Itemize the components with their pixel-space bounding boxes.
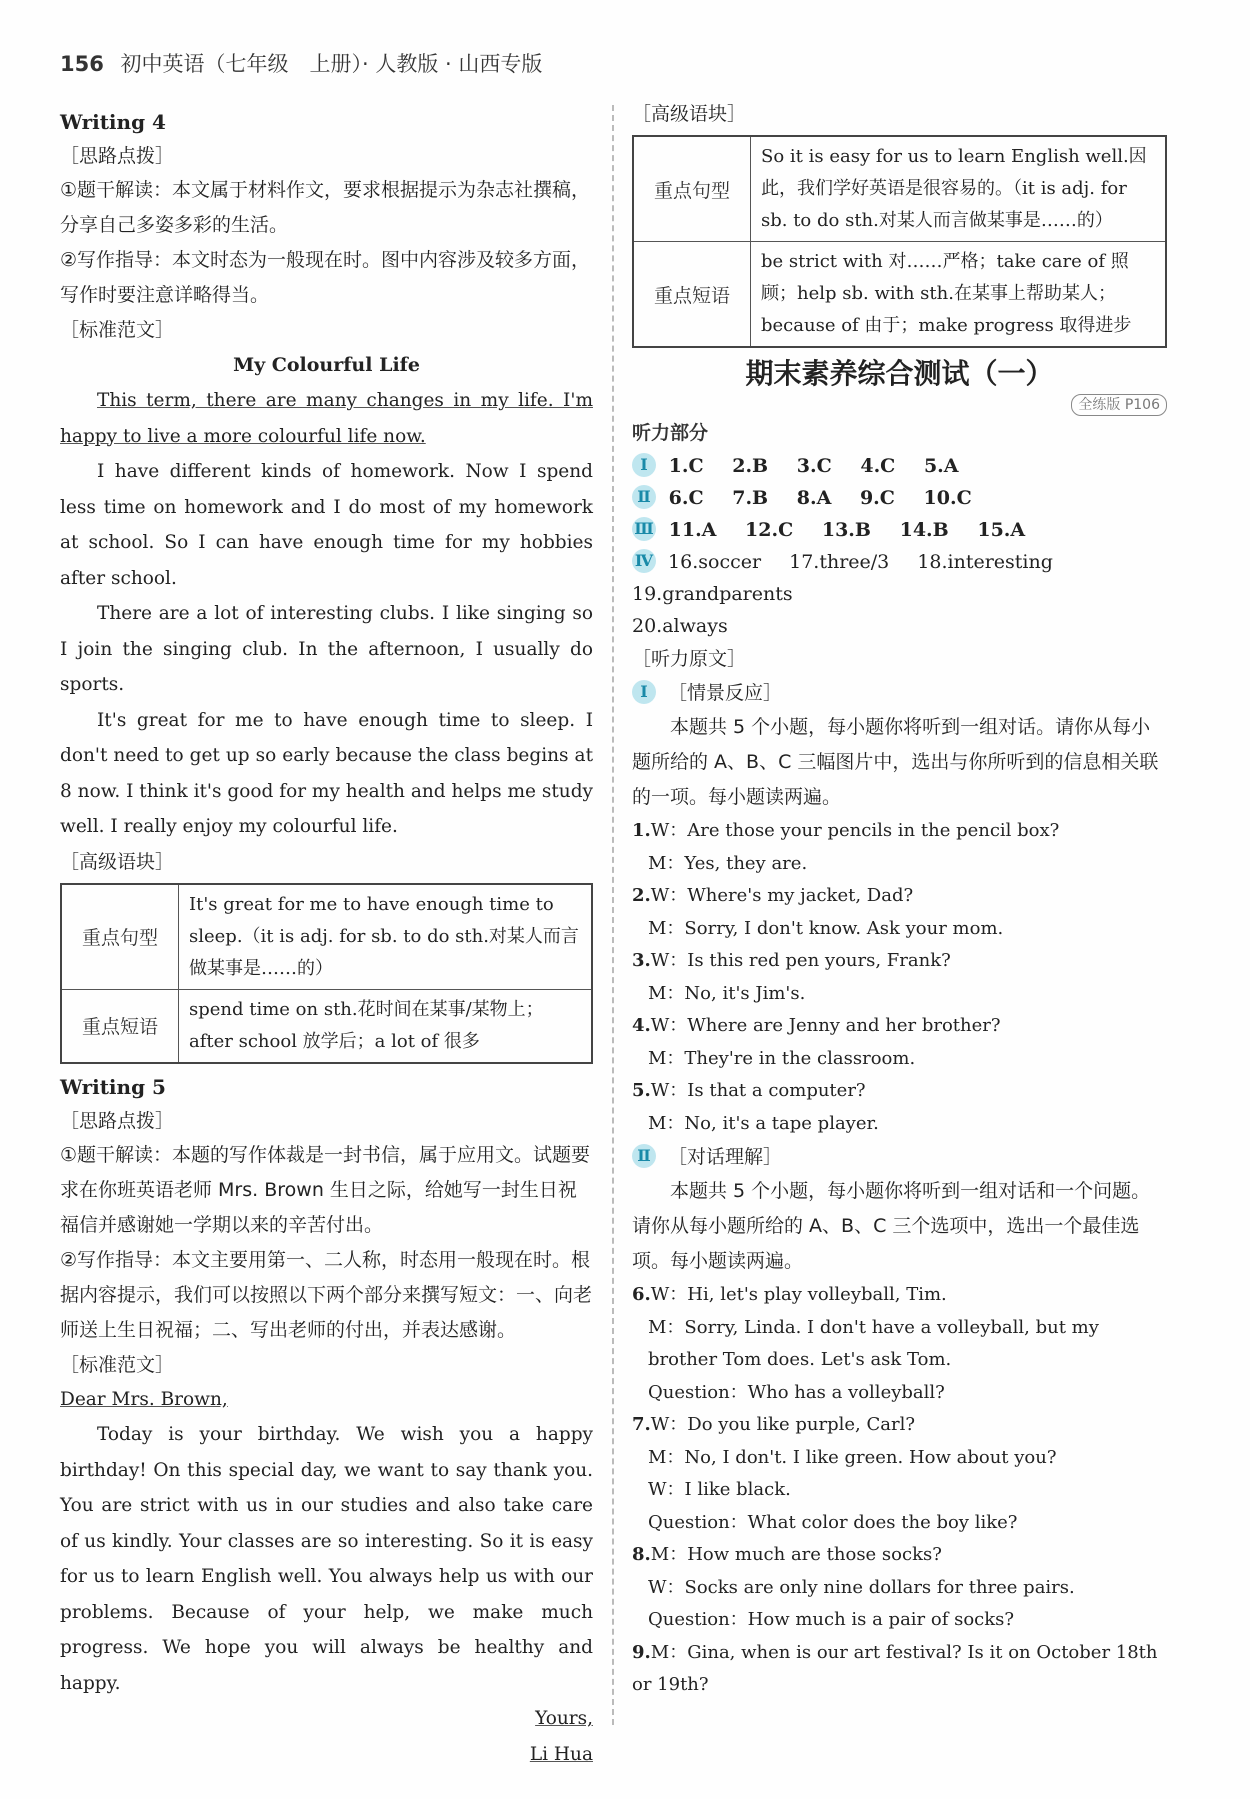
- table-label: 重点短语: [61, 989, 179, 1063]
- advanced-chunks-label: ［高级语块］: [632, 103, 747, 125]
- dialogue-line: W：I like black.: [648, 1479, 791, 1500]
- page-number: 156: [60, 52, 104, 76]
- key-points-table: [60, 883, 593, 1064]
- dialogue-line: M：How much are those socks?: [650, 1544, 942, 1565]
- answer: 13.B: [821, 519, 871, 541]
- dialogue: [632, 1075, 1167, 1140]
- letter-body: Today is your birthday. We wish you a happy birthday! On this special day, we want to say thank you. You are strict with us in our studies and also take care of us kindly. Your classes are so interesting. So it is easy for us to learn English well. You always help us with our problems. Because of your help, we make much progress. We hope you will always be healthy and happy.: [60, 1424, 593, 1694]
- answer: 5.A: [923, 455, 959, 477]
- dialogue-line: W：Where's my jacket, Dad?: [650, 885, 914, 906]
- page-header: [60, 48, 542, 78]
- table-label: 重点句型: [633, 136, 751, 242]
- item-number: 1.: [632, 820, 651, 841]
- item-number: 8.: [632, 1544, 651, 1565]
- answer: 3.C: [796, 455, 832, 477]
- answer: 8.A: [796, 487, 832, 509]
- roman-numeral-icon: Ⅰ: [632, 680, 656, 704]
- dialogue-line: M：No, I don't. I like green. How about you?: [648, 1446, 1057, 1468]
- advanced-chunks-label: ［高级语块］: [60, 850, 175, 873]
- tip-guidance: ②写作指导：本文时态为一般现在时。图中内容涉及较多方面，写作时要注意详略得当。: [60, 249, 591, 306]
- tips-label: ［思路点拨］: [60, 145, 175, 167]
- key-sentence: So it is easy for us to learn English well.因此，我们学好英语是很容易的。（it is adj. for sb. to do sth.对某人而言做某事是……的）: [751, 136, 1167, 242]
- dialogue: [632, 1010, 1167, 1075]
- dialogue-line: W：Socks are only nine dollars for three pairs.: [648, 1576, 1075, 1598]
- letter-closing: Yours,: [535, 1708, 593, 1729]
- answer: 11.A: [668, 519, 717, 541]
- test-title: 期末素养综合测试（一）: [745, 357, 1054, 390]
- right-column: [632, 105, 1167, 1702]
- answer: 19.grandparents: [632, 583, 793, 605]
- section-intro: 本题共 5 个小题，每小题你将听到一组对话和一个问题。请你从每小题所给的 A、B、C 三个选项中，选出一个最佳选项。每小题读两遍。: [632, 1180, 1151, 1272]
- essay-title: My Colourful Life: [233, 354, 420, 376]
- dialogue-line: M：No, it's a tape player.: [648, 1112, 879, 1134]
- writing-4-heading: Writing 4: [60, 110, 166, 134]
- answer-row: [632, 514, 1167, 546]
- answer: 7.B: [732, 487, 769, 509]
- section-heading: [632, 1140, 1167, 1174]
- dialogue-line: W：Hi, let's play volleyball, Tim.: [650, 1284, 947, 1305]
- answer-row: [632, 450, 1167, 482]
- roman-numeral-icon: Ⅰ: [632, 453, 656, 477]
- answer-row: [632, 546, 1167, 642]
- letter-salutation: Dear Mrs. Brown,: [60, 1388, 228, 1410]
- answer: 14.B: [899, 519, 949, 541]
- column-divider: [612, 105, 614, 1725]
- dialogue: [632, 1279, 1167, 1409]
- dialogue-line: W：Are those your pencils in the pencil box?: [650, 820, 1060, 841]
- dialogue-line: W：Is that a computer?: [650, 1080, 866, 1101]
- dialogue-line: M：They're in the classroom.: [648, 1047, 916, 1069]
- item-number: 2.: [632, 885, 651, 906]
- dialogue: [632, 1409, 1167, 1539]
- answer: 15.A: [977, 519, 1026, 541]
- item-number: 7.: [632, 1414, 651, 1435]
- dialogue-line: M：Yes, they are.: [648, 852, 808, 874]
- answer: 18.interesting: [917, 551, 1053, 573]
- answer: 2.B: [732, 455, 769, 477]
- answer: 6.C: [668, 487, 704, 509]
- section-heading: [632, 676, 1167, 710]
- key-phrases: spend time on sth.花时间在某事/某物上；after school 放学后；a lot of 很多: [179, 989, 593, 1063]
- dialogue: [632, 880, 1167, 945]
- dialogue-line: M：Gina, when is our art festival? Is it on October 18th or 19th?: [632, 1641, 1158, 1695]
- dialogue-line: M：Sorry, Linda. I don't have a volleyball, but my brother Tom does. Let's ask Tom.: [648, 1316, 1099, 1370]
- answer: 20.always: [632, 615, 728, 637]
- section-label: ［情景反应］: [668, 682, 783, 704]
- tip-guidance: ②写作指导：本文主要用第一、二人称，时态用一般现在时。根据内容提示，我们可以按照以下两个部分来撰写短文：一、向老师送上生日祝福；二、写出老师的付出，并表达感谢。: [60, 1248, 593, 1341]
- table-label: 重点句型: [61, 884, 179, 990]
- answer: 4.C: [860, 455, 896, 477]
- book-title: 初中英语（七年级 上册）· 人教版 · 山西专版: [120, 52, 543, 76]
- item-number: 6.: [632, 1284, 651, 1305]
- essay-paragraph: I have different kinds of homework. Now I spend less time on homework and I do most of my homework at school. So I can have enough time for my hobbies after school.: [60, 461, 593, 589]
- writing-5-heading: Writing 5: [60, 1074, 166, 1099]
- dialogue: [632, 815, 1167, 880]
- dialogue-line: M：Sorry, I don't know. Ask your mom.: [648, 917, 1004, 939]
- essay-paragraph: This term, there are many changes in my life. I'm happy to live a more colourful life now.: [60, 390, 593, 447]
- tip-analysis: ①题干解读：本题的写作体裁是一封书信，属于应用文。试题要求在你班英语老师 Mrs. Brown 生日之际，给她写一封生日祝福信并感谢她一学期以来的辛苦付出。: [60, 1143, 591, 1236]
- dialogue-line: W：Do you like purple, Carl?: [650, 1414, 916, 1435]
- answer: 12.C: [745, 519, 794, 541]
- tips-label: ［思路点拨］: [60, 1109, 175, 1132]
- section-intro: 本题共 5 个小题，每小题你将听到一组对话。请你从每小题所给的 A、B、C 三幅图片中，选出与你所听到的信息相关联的一项。每小题读两遍。: [632, 716, 1159, 808]
- answer: 9.C: [859, 487, 895, 509]
- listening-heading: 听力部分: [632, 422, 709, 444]
- answer: 17.three/3: [789, 551, 890, 573]
- dialogue-line: W：Is this red pen yours, Frank?: [650, 950, 951, 971]
- dialogue-question: Question：How much is a pair of socks?: [648, 1609, 1015, 1630]
- answer: 1.C: [668, 455, 704, 477]
- item-number: 4.: [632, 1015, 651, 1036]
- left-column: [60, 105, 593, 1772]
- item-number: 9.: [632, 1641, 651, 1663]
- item-number: 5.: [632, 1080, 651, 1101]
- roman-numeral-icon: Ⅲ: [632, 517, 656, 541]
- dialogue: [632, 1539, 1167, 1637]
- table-label: 重点短语: [633, 242, 751, 348]
- key-sentence: It's great for me to have enough time to sleep.（it is adj. for sb. to do sth.对某人而言做某事是……的）: [179, 884, 593, 990]
- tip-analysis: ①题干解读：本文属于材料作文，要求根据提示为杂志社撰稿，分享自己多姿多彩的生活。: [60, 179, 591, 236]
- dialogue-line: M：No, it's Jim's.: [648, 982, 806, 1004]
- edition-badge: 全练版 P106: [1071, 394, 1167, 416]
- dialogue-question: Question：Who has a volleyball?: [648, 1381, 945, 1403]
- dialogue-line: W：Where are Jenny and her brother?: [650, 1015, 1001, 1036]
- answer-row: [632, 482, 1167, 514]
- essay-paragraph: There are a lot of interesting clubs. I like singing so I join the singing club. In the afternoon, I usually do sports.: [60, 603, 593, 695]
- answer: 10.C: [923, 487, 972, 509]
- roman-numeral-icon: Ⅳ: [632, 549, 656, 573]
- answer: 16.soccer: [668, 551, 762, 573]
- script-label: ［听力原文］: [632, 648, 747, 670]
- dialogue: [632, 945, 1167, 1010]
- dialogue-question: Question：What color does the boy like?: [648, 1511, 1018, 1533]
- key-phrases: be strict with 对……严格；take care of 照顾；help sb. with sth.在某事上帮助某人；because of 由于；make progress 取得进步: [751, 242, 1167, 348]
- essay-paragraph: It's great for me to have enough time to sleep. I don't need to get up so early because the class begins at 8 now. I think it's good for my health and helps me study well. I really enjoy my colourful life.: [60, 709, 594, 837]
- letter-signature: Li Hua: [529, 1743, 593, 1765]
- model-label: ［标准范文］: [60, 319, 175, 341]
- item-number: 3.: [632, 950, 651, 971]
- dialogue: [632, 1637, 1167, 1702]
- roman-numeral-icon: Ⅱ: [632, 1144, 656, 1168]
- key-points-table: [632, 135, 1167, 348]
- model-label: ［标准范文］: [60, 1353, 175, 1376]
- roman-numeral-icon: Ⅱ: [632, 485, 656, 509]
- section-label: ［对话理解］: [668, 1146, 783, 1168]
